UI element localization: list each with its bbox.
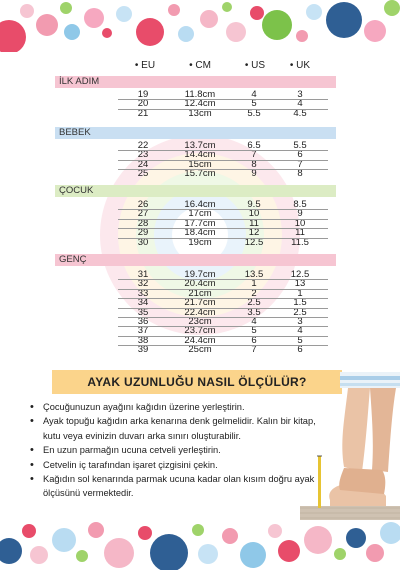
cell-cm: 11.8cm bbox=[184, 89, 216, 100]
decor-dot bbox=[150, 534, 188, 570]
cell-eu: 20 bbox=[137, 98, 149, 110]
cell-cm: 15cm bbox=[188, 158, 212, 170]
cell-uk: 4.5 bbox=[293, 107, 307, 119]
cell-us: 7 bbox=[251, 344, 257, 356]
group-cocuk-band: ÇOCUK bbox=[55, 185, 336, 197]
decor-dot bbox=[168, 4, 180, 16]
column-eu: • EU bbox=[134, 60, 156, 71]
cell-us: 6.5 bbox=[247, 140, 261, 151]
row-divider bbox=[118, 219, 328, 220]
cell-us: 9.5 bbox=[247, 199, 261, 210]
decor-dot bbox=[178, 26, 194, 42]
cell-cm: 13.7cm bbox=[184, 140, 216, 151]
cell-uk: 12.5 bbox=[290, 269, 310, 280]
cell-us: 13.5 bbox=[244, 269, 264, 280]
row-divider bbox=[118, 150, 328, 151]
cell-us: 3.5 bbox=[247, 306, 261, 318]
cell-cm: 19cm bbox=[188, 236, 212, 248]
cell-eu: 38 bbox=[137, 334, 149, 346]
cell-us: 4 bbox=[251, 315, 257, 327]
cell-eu: 30 bbox=[137, 236, 149, 248]
cell-eu: 35 bbox=[137, 306, 149, 318]
column-uk: • UK bbox=[289, 60, 311, 71]
cell-cm: 25cm bbox=[188, 344, 212, 356]
cell-cm: 23.7cm bbox=[184, 325, 216, 337]
table-row bbox=[0, 109, 400, 118]
row-divider bbox=[118, 336, 328, 337]
cell-cm: 17.7cm bbox=[184, 217, 216, 229]
decor-dot bbox=[192, 524, 204, 536]
cell-uk: 2.5 bbox=[293, 306, 307, 318]
cell-us: 7 bbox=[251, 149, 257, 161]
row-divider bbox=[118, 308, 328, 309]
cell-uk: 8 bbox=[297, 168, 303, 180]
decor-dot bbox=[268, 524, 282, 538]
cell-eu: 27 bbox=[137, 208, 149, 220]
decor-dot bbox=[104, 538, 134, 568]
cell-eu: 22 bbox=[137, 140, 149, 151]
decor-dot bbox=[306, 4, 322, 20]
cell-us: 8 bbox=[251, 158, 257, 170]
decor-dot bbox=[36, 14, 58, 36]
decor-dot bbox=[76, 550, 88, 562]
cell-cm: 23cm bbox=[188, 315, 212, 327]
group-bebek-band: BEBEK bbox=[55, 127, 336, 139]
column-us: • US bbox=[244, 60, 266, 71]
decor-dot bbox=[0, 538, 22, 564]
group-ilk-adim-band: İLK ADIM bbox=[55, 76, 336, 88]
table-row bbox=[0, 169, 400, 178]
baby-foot-ruler-icon bbox=[300, 372, 400, 520]
cell-uk: 6 bbox=[297, 344, 303, 356]
cell-uk: 13 bbox=[294, 278, 306, 290]
decor-dot bbox=[296, 30, 308, 42]
cell-us: 11 bbox=[249, 217, 259, 229]
decor-dot bbox=[200, 10, 218, 28]
table-row bbox=[0, 238, 400, 247]
cell-cm: 17cm bbox=[188, 208, 212, 220]
decor-dot bbox=[222, 2, 232, 12]
cell-eu: 33 bbox=[137, 287, 149, 299]
row-divider bbox=[118, 298, 328, 299]
decor-dot bbox=[364, 20, 386, 42]
decor-dot bbox=[64, 24, 80, 40]
cell-uk: 8.5 bbox=[293, 199, 307, 210]
cell-cm: 16.4cm bbox=[184, 199, 216, 210]
row-divider bbox=[118, 209, 328, 210]
decor-dot bbox=[116, 6, 132, 22]
row-divider bbox=[118, 160, 328, 161]
cell-us: 5.5 bbox=[247, 107, 261, 119]
cell-eu: 24 bbox=[137, 158, 149, 170]
cell-uk: 11 bbox=[295, 227, 305, 239]
cell-us: 2.5 bbox=[247, 297, 261, 309]
decor-dot bbox=[60, 2, 72, 14]
measure-instructions bbox=[30, 400, 320, 501]
decor-dot bbox=[222, 528, 238, 544]
column-headers bbox=[0, 60, 400, 72]
cell-uk: 10 bbox=[294, 217, 306, 229]
cell-uk: 1.5 bbox=[293, 297, 307, 309]
decor-dot bbox=[240, 542, 266, 568]
table-row bbox=[0, 345, 400, 354]
decor-dot bbox=[262, 10, 292, 40]
decor-dot bbox=[380, 522, 400, 544]
cell-eu: 31 bbox=[137, 269, 149, 280]
cell-uk: 11.5 bbox=[291, 236, 309, 248]
cell-us: 9 bbox=[251, 168, 257, 180]
decor-dot bbox=[20, 4, 34, 18]
row-divider bbox=[118, 109, 328, 110]
cell-cm: 15.7cm bbox=[184, 168, 216, 180]
cell-eu: 37 bbox=[137, 325, 149, 337]
cell-eu: 28 bbox=[137, 217, 149, 229]
cell-eu: 26 bbox=[137, 199, 149, 210]
cell-eu: 29 bbox=[137, 227, 149, 239]
cell-eu: 25 bbox=[137, 168, 149, 180]
decor-dot bbox=[138, 526, 152, 540]
row-divider bbox=[118, 317, 328, 318]
instruction-item: • Cetvelin iç tarafından işaret çizgisini çekin. bbox=[30, 458, 320, 472]
row-divider bbox=[118, 289, 328, 290]
cell-eu: 34 bbox=[137, 297, 149, 309]
cell-us: 1 bbox=[251, 278, 257, 290]
row-divider bbox=[118, 279, 328, 280]
cell-cm: 21cm bbox=[188, 287, 212, 299]
cell-uk: 9 bbox=[297, 208, 303, 220]
cell-uk: 3 bbox=[297, 315, 303, 327]
decor-dot bbox=[326, 2, 362, 38]
top-confetti-border bbox=[0, 0, 400, 52]
cell-uk: 6 bbox=[297, 149, 303, 161]
cell-cm: 21.7cm bbox=[184, 297, 216, 309]
row-divider bbox=[118, 228, 328, 229]
instruction-item: • En uzun parmağın ucuna cetveli yerleştirin. bbox=[30, 443, 320, 457]
decor-dot bbox=[102, 28, 112, 38]
row-divider bbox=[118, 99, 328, 100]
cell-cm: 14.4cm bbox=[184, 149, 216, 161]
decor-dot bbox=[384, 0, 400, 16]
row-divider bbox=[118, 345, 328, 346]
decor-dot bbox=[198, 544, 218, 564]
decor-dot bbox=[226, 22, 246, 42]
decor-dot bbox=[346, 528, 366, 548]
decor-dot bbox=[136, 18, 164, 46]
row-divider bbox=[118, 238, 328, 239]
column-cm: • CM bbox=[189, 60, 211, 71]
cell-cm: 20.4cm bbox=[184, 278, 216, 290]
decor-dot bbox=[30, 546, 48, 564]
row-divider bbox=[118, 326, 328, 327]
cell-uk: 4 bbox=[297, 98, 303, 110]
group-genc-band: GENÇ bbox=[55, 254, 336, 266]
cell-eu: 21 bbox=[137, 107, 149, 119]
cell-cm: 22.4cm bbox=[184, 306, 216, 318]
group-cocuk-rows bbox=[0, 200, 400, 247]
cell-uk: 7 bbox=[297, 158, 303, 170]
group-genc-rows bbox=[0, 270, 400, 355]
cell-us: 12.5 bbox=[244, 236, 264, 248]
cell-cm: 24.4cm bbox=[184, 334, 216, 346]
group-ilk-adim-rows bbox=[0, 90, 400, 118]
instruction-item: • Kağıdın sol kenarında parmak ucuna kadar olan kısım doğru ayak ölçüsünü vermektedir. bbox=[30, 472, 320, 501]
cell-cm: 18.4cm bbox=[184, 227, 216, 239]
decor-dot bbox=[52, 528, 76, 552]
cell-us: 5 bbox=[251, 98, 257, 110]
decor-dot bbox=[278, 540, 300, 562]
cell-us: 10 bbox=[248, 208, 260, 220]
cell-us: 4 bbox=[251, 89, 257, 100]
cell-eu: 39 bbox=[137, 344, 149, 356]
cell-eu: 36 bbox=[137, 315, 149, 327]
cell-eu: 23 bbox=[137, 149, 149, 161]
cell-eu: 19 bbox=[137, 89, 149, 100]
cell-us: 12 bbox=[248, 227, 260, 239]
cell-uk: 3 bbox=[297, 89, 303, 100]
instruction-item: • Çocuğunuzun ayağını kağıdın üzerine yerleştirin. bbox=[30, 400, 320, 414]
instruction-item: • Ayak topuğu kağıdın arka kenarına denk gelmelidir. Kalın bir kitap, kutu veya evinizin duvarı arka sınırı oluşturabilir. bbox=[30, 414, 320, 443]
decor-dot bbox=[88, 522, 104, 538]
cell-cm: 12.4cm bbox=[184, 98, 216, 110]
decor-dot bbox=[0, 20, 26, 52]
cell-uk: 5 bbox=[297, 334, 303, 346]
cell-cm: 13cm bbox=[188, 107, 212, 119]
bottom-confetti-border bbox=[0, 520, 400, 570]
cell-uk: 4 bbox=[297, 325, 303, 337]
measure-title: AYAK UZUNLUĞU NASIL ÖLÇÜLÜR? bbox=[52, 370, 342, 394]
cell-eu: 32 bbox=[137, 278, 149, 290]
decor-dot bbox=[84, 8, 104, 28]
cell-uk: 1 bbox=[297, 287, 303, 299]
decor-dot bbox=[250, 6, 264, 20]
decor-dot bbox=[22, 524, 36, 538]
decor-dot bbox=[304, 526, 332, 554]
cell-cm: 19.7cm bbox=[184, 269, 216, 280]
decor-dot bbox=[366, 544, 384, 562]
cell-us: 2 bbox=[251, 287, 257, 299]
cell-uk: 5.5 bbox=[293, 140, 307, 151]
row-divider bbox=[118, 169, 328, 170]
decor-dot bbox=[334, 548, 346, 560]
cell-us: 5 bbox=[251, 325, 257, 337]
cell-us: 6 bbox=[251, 334, 257, 346]
